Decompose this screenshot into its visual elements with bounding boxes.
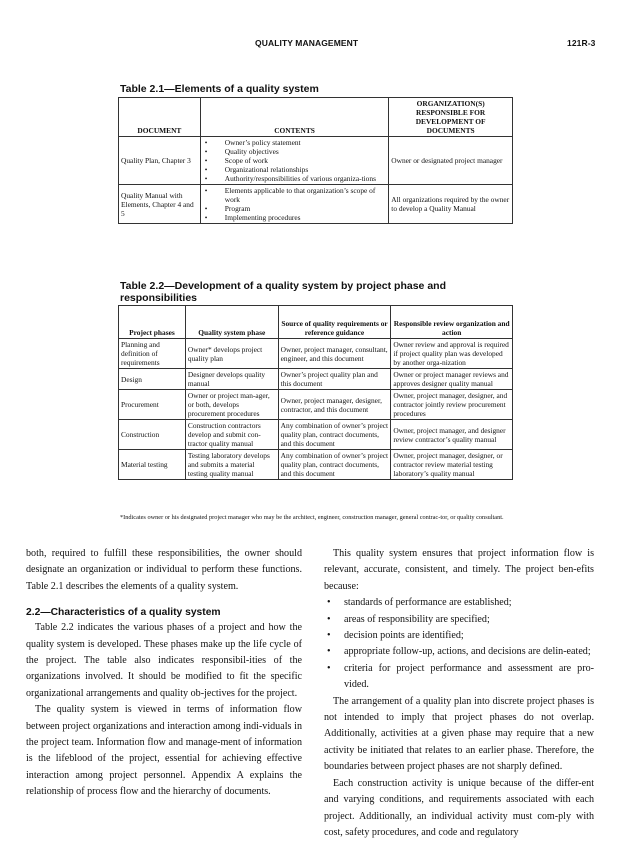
body-paragraph: The arrangement of a quality plan into discrete project phases is not intended to imply that project phases do not overlap. Additionally, activities at a given phase may require that a new activity be initiated that relates to an earlier phase. Therefore, the boundaries between project phases are not sharply defined. [324,695,594,773]
table-cell [200,185,388,224]
table-cell: Any combination of owner’s project quality plan, contract documents, and this document [278,450,391,480]
list-item: • Scope of work [203,156,386,165]
contents-list [203,138,386,183]
table-2-2-caption: Table 2.2—Development of a quality system by project phase and responsibilities [120,280,446,304]
table-header-cell: Project phases [119,306,186,339]
benefits-list [324,595,594,693]
table-row [119,420,513,450]
table-cell: Quality Manual with Elements, Chapter 4 and 5 [119,185,201,224]
table-2-1-caption: Table 2.1—Elements of a quality system [120,83,319,95]
table-cell: Owner, project manager, consultant, engineer, and this document [278,339,391,369]
table-header-cell: ORGANIZATION(S) RESPONSIBLE FOR DEVELOPMENT OF DOCUMENTS [389,98,513,137]
body-paragraph: Table 2.2 indicates the various phases of a project and how the quality system is developed. These phases make up the life cycle of the project. The table also indicates responsibil-ities of the organizations involved. It should be modified to fit the specific organizational arrangements and quality ob-jectives for the project. [26,622,302,699]
list-item: • Program [203,204,386,213]
table-cell: Owner* develops project quality plan [185,339,278,369]
list-item: • appropriate follow-up, actions, and decisions are delin-eated; [324,644,594,660]
table-row [119,390,513,420]
table-cell: Owner review and approval is required if project quality plan was developed by another orga-nization [391,339,513,369]
running-header-title: QUALITY MANAGEMENT [255,38,359,48]
body-paragraph: Each construction activity is unique because of the differ-ent and varying conditions, and requirements associated with each project. Additionally, an individual activity must com-ply with cost, safety procedures, and code and regulatory [324,777,594,838]
table-cell: Quality Plan, Chapter 3 [119,137,201,185]
table-header-cell: Source of quality requirements or reference guidance [278,306,391,339]
contents-list [203,186,386,222]
list-item: • standards of performance are established; [324,595,594,611]
table-row [119,137,513,185]
left-column [26,546,302,801]
list-item: • decision points are identified; [324,628,594,644]
table-cell: Construction contractors develop and submit con-tractor quality manual [185,420,278,450]
body-paragraph: This quality system ensures that project information flow is relevant, accurate, consistent, and timely. The project ben-efits because: [324,548,594,592]
table-header-cell: Quality system phase [185,306,278,339]
table-header-cell: CONTENTS [200,98,388,137]
body-paragraph: The quality system is viewed in terms of information flow between project organizations and interaction among indi-viduals in the project team. Information flow and manage-ment of information is the lifeblood of the project, essential for achieving effective interaction among project personnel. Appendix A explains the relationship of process flow and the hierarchy of documents. [26,704,302,798]
page-code: 121R-3 [567,38,596,48]
list-item: • Owner’s policy statement [203,138,386,147]
table-row [119,185,513,224]
table-header-cell: Responsible review organization and action [391,306,513,339]
table-cell: Any combination of owner’s project quality plan, contract documents, and this document [278,420,391,450]
table-cell: Owner, project manager, designer, and contractor jointly review procurement procedures [391,390,513,420]
table-cell: Procurement [119,390,186,420]
right-column [324,546,594,841]
list-item: • Authority/responsibilities of various organiza-tions [203,174,386,183]
table-row [119,339,513,369]
table-cell: Owner’s project quality plan and this document [278,369,391,390]
list-item: • Organizational relationships [203,165,386,174]
table-2-1 [118,97,513,224]
list-item: • Implementing procedures [203,213,386,222]
table-2-2 [118,305,513,480]
table-cell: Designer develops quality manual [185,369,278,390]
table-cell [200,137,388,185]
table-footnote: *Indicates owner or his designated project manager who may be the architect, engineer, construction manager, general contrac-tor, or quality consultant. [120,514,504,521]
table-cell: Design [119,369,186,390]
table-cell: Owner, project manager, and designer review contractor’s quality manual [391,420,513,450]
list-item: • Quality objectives [203,147,386,156]
table-cell: Owner or project man-ager, or both, develops procurement procedures [185,390,278,420]
table-row [119,450,513,480]
table-cell: Owner, project manager, designer, or contractor review material testing laboratory’s quality manual [391,450,513,480]
table-cell: Owner or project manager reviews and approves designer quality manual [391,369,513,390]
table-cell: Material testing [119,450,186,480]
list-item: • Elements applicable to that organization’s scope of work [203,186,386,204]
table-cell: All organizations required by the owner to develop a Quality Manual [389,185,513,224]
list-item: • criteria for project performance and assessment are pro-vided. [324,661,594,694]
table-cell: Owner or designated project manager [389,137,513,185]
table-cell: Construction [119,420,186,450]
section-heading: 2.2—Characteristics of a quality system [26,607,221,619]
table-header-cell: DOCUMENT [119,98,201,137]
table-cell: Owner, project manager, designer, contractor, and this document [278,390,391,420]
table-cell: Testing laboratory develops and submits a material testing quality manual [185,450,278,480]
table-cell: Planning and definition of requirements [119,339,186,369]
list-item: • areas of responsibility are specified; [324,612,594,628]
body-paragraph: both, required to fulfill these responsibilities, the owner should designate an organization or individual to perform these functions. Table 2.1 describes the elements of a quality system. [26,548,302,592]
table-row [119,369,513,390]
